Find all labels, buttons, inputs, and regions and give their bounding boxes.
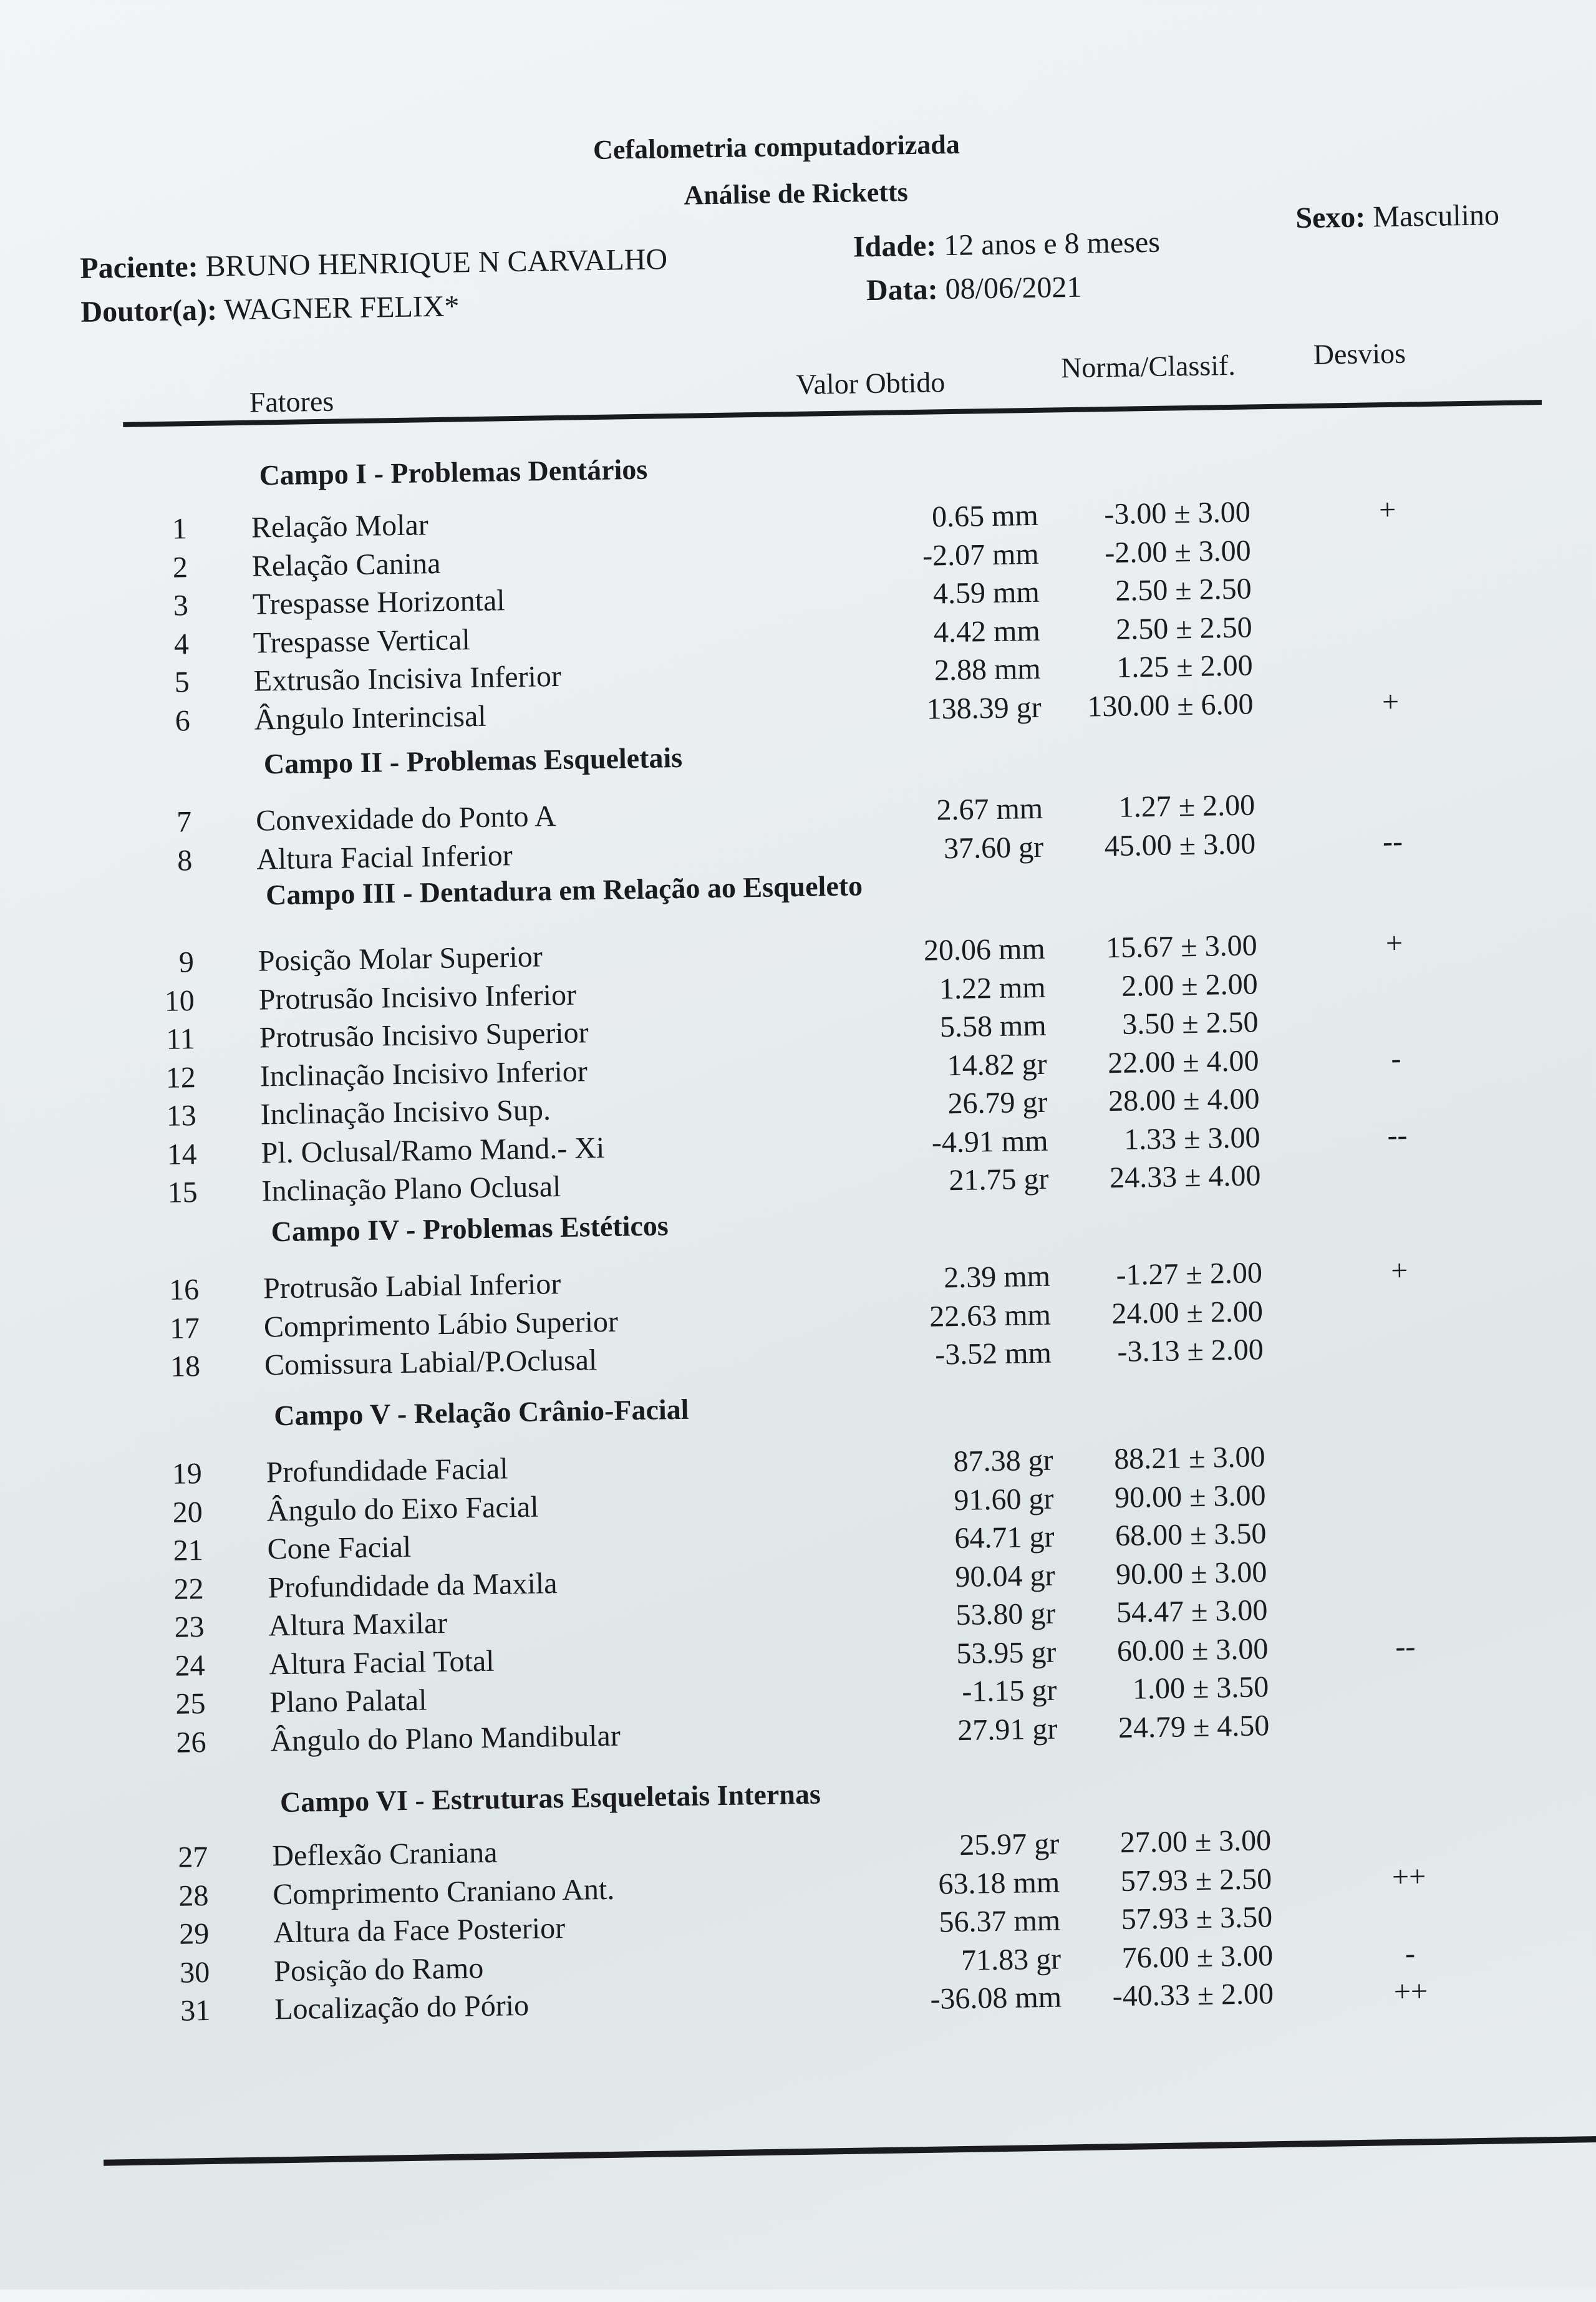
deviation-mark: -- [1387,1118,1408,1152]
deviation-mark: + [1390,1254,1408,1288]
row-number: 23 [174,1610,205,1644]
row-number: 6 [175,704,191,738]
measured-value: 4.42 mm [933,614,1041,649]
deviation-mark [1346,1436,1458,1438]
factor-name: Comprimento Lábio Superior [263,1305,619,1343]
norm-value: 24.33 ± 4.00 [1109,1159,1261,1195]
factor-name: Profundidade da Maxila [268,1566,558,1604]
deviation-mark: -- [1395,1630,1416,1663]
norm-value: 88.21 ± 3.00 [1113,1440,1265,1476]
measured-value: -3.52 mm [934,1336,1052,1371]
section-title: Campo I - Problemas Dentários [259,453,648,491]
report-subtitle: Análise de Ricketts [684,177,909,211]
norm-value: 1.00 ± 3.50 [1132,1670,1269,1706]
norm-value: 60.00 ± 3.00 [1116,1632,1269,1668]
row-number: 16 [168,1273,200,1307]
factor-name: Inclinação Incisivo Sup. [260,1093,551,1131]
deviation-mark: + [1385,926,1403,960]
factor-name: Protrusão Labial Inferior [263,1267,561,1305]
measured-value: -1.15 gr [961,1673,1057,1708]
norm-value: 54.47 ± 3.00 [1116,1594,1268,1630]
factor-name: Relação Canina [251,546,441,583]
measured-value: 26.79 gr [947,1085,1048,1121]
norm-value: 45.00 ± 3.00 [1104,826,1256,863]
norm-value: 90.00 ± 3.00 [1114,1478,1266,1514]
deviation-mark: - [1405,1937,1416,1970]
factor-name: Comprimento Craniano Ant. [272,1872,615,1911]
factor-name: Trespasse Vertical [253,622,471,660]
norm-value: 24.79 ± 4.50 [1118,1708,1270,1744]
row-number: 30 [179,1955,210,1990]
section-title: Campo VI - Estruturas Esqueletais Internas [279,1777,821,1819]
date-label: Data: [866,273,939,307]
factor-name: Comissura Labial/P.Oclusal [264,1343,597,1382]
row-number: 19 [172,1457,203,1491]
row-number: 3 [173,589,189,622]
measured-value: 2.39 mm [943,1259,1051,1295]
age-value: 12 anos e 8 meses [943,225,1161,263]
section-title: Campo II - Problemas Esqueletais [263,741,683,780]
measured-value: 64.71 gr [954,1520,1055,1555]
norm-value: 22.00 ± 4.00 [1107,1043,1259,1080]
measured-value: 90.04 gr [955,1559,1055,1594]
measured-value: 138.39 gr [926,690,1042,726]
norm-value: 27.00 ± 3.00 [1120,1824,1272,1860]
row-number: 28 [178,1879,209,1913]
measured-value: 71.83 gr [960,1942,1062,1977]
norm-value: 2.50 ± 2.50 [1115,610,1253,646]
measured-value: 53.80 gr [955,1597,1056,1632]
factor-name: Protrusão Incisivo Inferior [258,978,577,1017]
norm-value: 2.50 ± 2.50 [1115,572,1252,607]
row-number: 20 [172,1495,203,1529]
row-number: 13 [166,1099,197,1133]
row-number: 24 [175,1648,205,1683]
date-value: 08/06/2021 [945,270,1082,306]
row-number: 8 [177,843,193,878]
measured-value: 2.67 mm [936,791,1043,827]
section-title: Campo III - Dentadura em Relação ao Esqueleto [265,869,863,911]
row-number: 27 [177,1840,208,1874]
col-header-valor: Valor Obtido [796,366,946,400]
factor-name: Protrusão Incisivo Superior [259,1016,589,1055]
row-number: 21 [173,1534,204,1567]
factor-name: Trespasse Horizontal [252,584,506,621]
factor-name: Inclinação Incisivo Inferior [259,1054,588,1093]
norm-value: -40.33 ± 2.00 [1112,1977,1274,2013]
row-number: 4 [173,627,190,661]
norm-value: 1.27 ± 2.00 [1118,788,1255,824]
row-number: 25 [175,1687,206,1721]
norm-value: 3.50 ± 2.50 [1121,1005,1259,1041]
row-number: 26 [176,1725,206,1759]
factor-name: Inclinação Plano Oclusal [261,1169,561,1208]
norm-value: 24.00 ± 2.00 [1111,1294,1264,1330]
factor-name: Extrusão Incisiva Inferior [253,659,562,698]
measured-value: -4.91 mm [931,1124,1048,1159]
factor-name: Profundidade Facial [266,1452,508,1489]
row-number: 31 [180,1993,211,2028]
deviation-mark: + [1378,493,1396,527]
norm-value: -3.00 ± 3.00 [1103,495,1251,531]
norm-value: 28.00 ± 4.00 [1108,1082,1260,1118]
patient-label: Paciente: [79,249,198,285]
factor-name: Pl. Oclusal/Ramo Mand.- Xi [261,1131,605,1170]
measured-value: 91.60 gr [954,1482,1054,1517]
measured-value: 53.95 gr [955,1635,1057,1670]
factor-name: Convexidade do Ponto A [255,800,556,838]
row-number: 29 [178,1917,210,1951]
norm-value: 68.00 ± 3.50 [1115,1517,1267,1553]
section-title: Campo IV - Problemas Estéticos [271,1209,669,1248]
col-header-norma: Norma/Classif. [1060,349,1236,384]
measured-value: 56.37 mm [939,1903,1061,1939]
factor-name: Altura Facial Inferior [256,838,513,876]
row-number: 5 [174,665,190,699]
col-header-desvios: Desvios [1313,337,1406,370]
measured-value: 0.65 mm [931,498,1039,534]
factor-name: Altura Maxilar [268,1606,448,1643]
factor-name: Altura Facial Total [269,1644,495,1681]
doctor-name: WAGNER FELIX* [223,289,460,327]
norm-value: 1.33 ± 3.00 [1123,1120,1260,1156]
deviation-mark [1352,1820,1464,1822]
age-label: Idade: [853,229,937,264]
norm-value: 1.25 ± 2.00 [1116,649,1253,684]
norm-value: 2.00 ± 2.00 [1121,967,1259,1003]
row-number: 7 [176,805,192,839]
deviation-mark [1336,785,1448,787]
deviation-mark: - [1391,1042,1401,1075]
patient-name: BRUNO HENRIQUE N CARVALHO [205,243,668,283]
row-number: 14 [167,1137,198,1171]
row-number: 12 [165,1060,196,1095]
norm-value: -1.27 ± 2.00 [1116,1256,1263,1292]
row-number: 11 [166,1022,196,1056]
norm-value: -3.13 ± 2.00 [1117,1333,1264,1369]
factor-name: Ângulo Interincisal [254,699,487,737]
deviation-mark: ++ [1393,1975,1428,2009]
measured-value: 14.82 gr [947,1047,1047,1082]
sex-value: Masculino [1372,198,1500,234]
measured-value: 37.60 gr [943,830,1044,865]
factor-name: Ângulo do Eixo Facial [266,1490,539,1527]
measured-value: 4.59 mm [932,575,1040,611]
measured-value: 21.75 gr [949,1162,1049,1197]
factor-name: Localização do Pório [274,1988,530,2026]
measured-value: 87.38 gr [953,1443,1053,1479]
norm-value: 90.00 ± 3.00 [1115,1555,1267,1591]
factor-name: Ângulo do Plano Mandibular [270,1719,621,1758]
factor-name: Posição Molar Superior [258,940,543,978]
doctor-label: Doutor(a): [80,293,218,329]
deviation-mark: + [1381,685,1400,718]
norm-value: 130.00 ± 6.00 [1086,687,1254,723]
factor-name: Cone Facial [267,1530,412,1566]
measured-value: 22.63 mm [929,1298,1052,1333]
section-title: Campo V - Relação Crânio-Facial [273,1393,689,1432]
norm-value: 57.93 ± 2.50 [1120,1862,1272,1898]
measured-value: 20.06 mm [923,932,1046,967]
row-number: 17 [169,1311,200,1345]
norm-value: -2.00 ± 3.00 [1104,533,1252,569]
deviation-mark: -- [1382,825,1403,858]
factor-name: Plano Palatal [269,1683,427,1719]
measured-value: -2.07 mm [922,537,1040,573]
factor-name: Altura da Face Posterior [273,1912,566,1950]
norm-value: 57.93 ± 3.50 [1121,1900,1273,1937]
report-title: Cefalometria computadorizada [592,128,960,165]
factor-name: Relação Molar [251,508,429,544]
col-header-fatores: Fatores [249,385,334,418]
measured-value: 5.58 mm [939,1008,1047,1044]
measured-value: 63.18 mm [938,1865,1060,1901]
measured-value: 2.88 mm [934,652,1042,687]
row-number: 15 [167,1176,198,1209]
norm-value: 76.00 ± 3.00 [1121,1938,1274,1975]
row-number: 9 [178,945,195,979]
measured-value: 1.22 mm [939,970,1047,1005]
deviation-mark: ++ [1391,1859,1426,1893]
measured-value: 25.97 gr [959,1827,1060,1862]
measured-value: -36.08 mm [930,1980,1062,2016]
row-number: 18 [170,1350,201,1383]
row-number: 1 [172,512,188,546]
row-number: 10 [164,984,195,1018]
measured-value: 27.91 gr [957,1712,1058,1747]
row-number: 2 [172,550,188,584]
sex-label: Sexo: [1295,200,1366,235]
factor-name: Deflexão Craniana [271,1835,498,1873]
factor-name: Posição do Ramo [273,1951,484,1988]
row-number: 22 [173,1572,205,1606]
norm-value: 15.67 ± 3.00 [1105,929,1258,965]
